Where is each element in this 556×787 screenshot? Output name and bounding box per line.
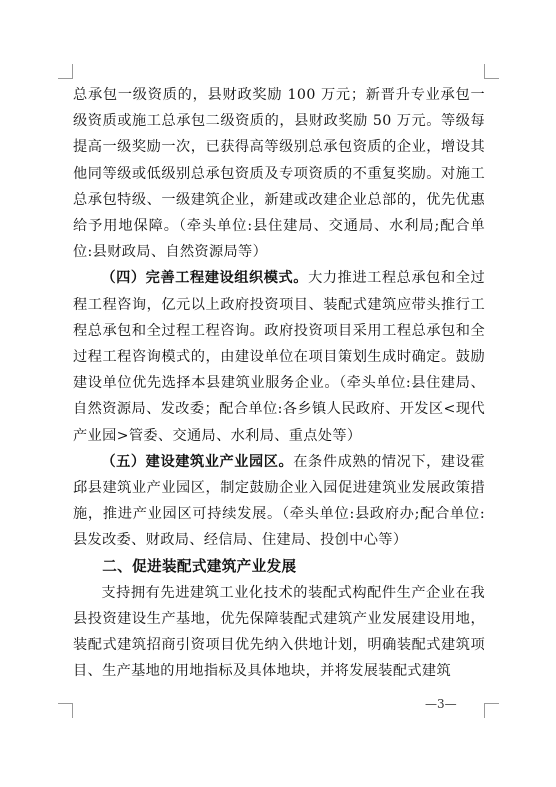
- paragraph-2-text: 大力推进工程总承包和全过程工程咨询，亿元以上政府投资项目、装配式建筑应带头推行工程总承包和全过程工程咨询。政府投资项目采用工程总承包和全过程工程咨询模式的，由建设单位在项目策划生成时确定。鼓励建设单位优先选择本县建筑业服务企业。（牵头单位:县住建局、自然资源局、发改委；配合单位:各乡镇人民政府、开发区<现代产业园>管委、交通局、水利局、重点处等）: [73, 270, 486, 444]
- paragraph-2: [73, 265, 485, 448]
- crop-mark-bottom-left: [58, 703, 73, 718]
- crop-mark-top-left: [58, 64, 73, 79]
- page-number: —3—: [425, 697, 457, 711]
- paragraph-1: 总承包一级资质的，县财政奖励 100 万元；新晋升专业承包一级资质或施工总承包二级资质的，县财政奖励 50 万元。等级每提高一级奖励一次，已获得高等级别总承包资质的企业，增设其他同等级或低级别总承包资质及专项资质的不重复奖励。对施工总承包特级、一级建筑企业，新建或改建企业总部的，优先优惠给予用地保障。（牵头单位:县住建局、交通局、水利局;配合单位:县财政局、自然资源局等）: [73, 87, 485, 261]
- crop-mark-bottom-right: [484, 703, 499, 718]
- paragraph-3-text: 在条件成熟的情况下，建设霍邱县建筑业产业园区，制定鼓励企业入园促进建筑业发展政策措施，推进产业园区可持续发展。（牵头单位:县政府办;配合单位:县发改委、财政局、经信局、住建局、投创中心等）: [73, 453, 485, 549]
- paragraph-4: 支持拥有先进建筑工业化技术的装配式构配件生产企业在我县投资建设生产基地，优先保障装配式建筑产业发展建设用地，装配式建筑招商引资项目优先纳入供地计划，明确装配式建筑项目、生产基地的用地指标及具体地块，并将发展装配式建筑: [73, 584, 485, 680]
- document-body: [73, 82, 485, 685]
- paragraph-3: [73, 449, 485, 554]
- section-heading: 二、促进装配式建筑产业发展: [102, 557, 297, 575]
- paragraph-2-heading: （四）完善工程建设组织模式。: [101, 270, 309, 287]
- paragraph-3-heading: （五）建设建筑业产业园区。: [101, 453, 294, 470]
- crop-mark-top-right: [484, 64, 499, 79]
